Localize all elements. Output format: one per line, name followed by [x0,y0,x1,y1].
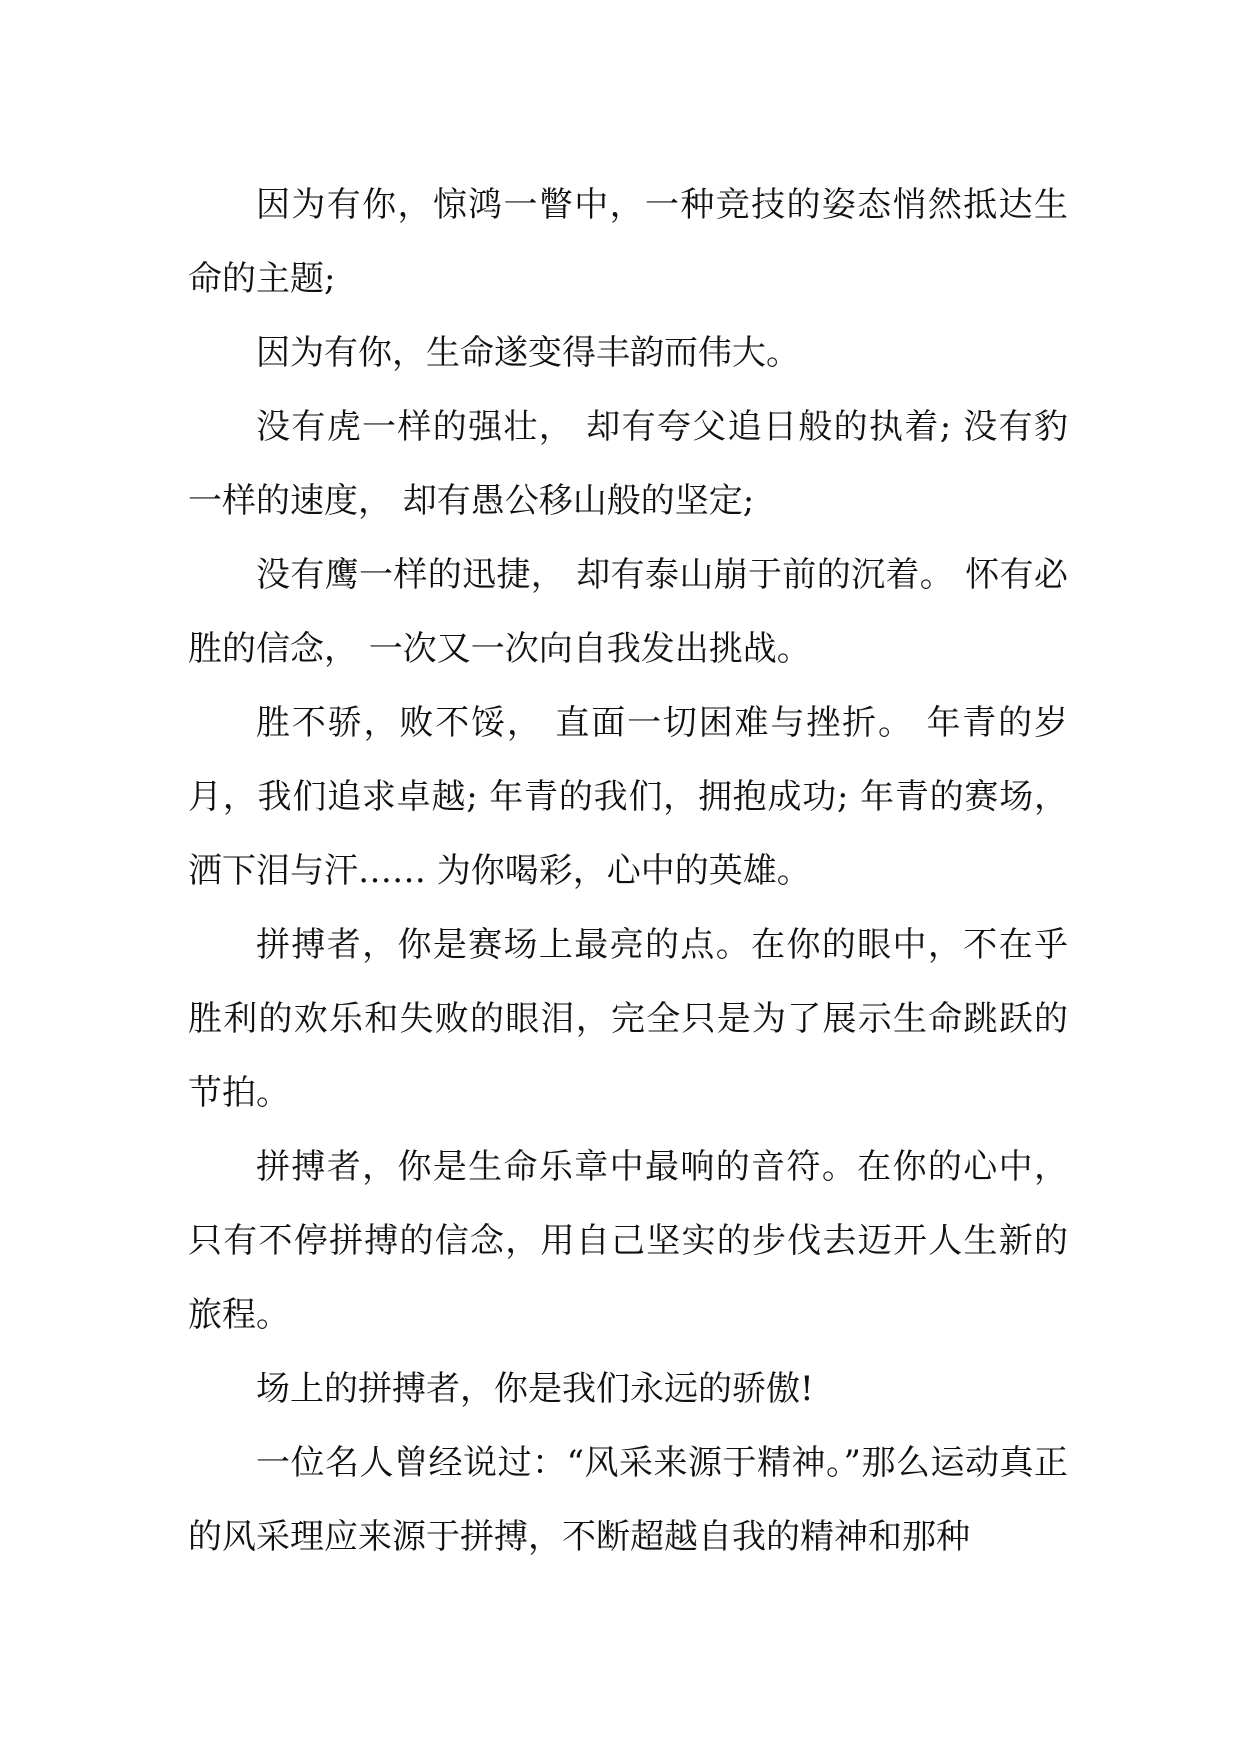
paragraph-5: 胜不骄，败不馁， 直面一切困难与挫折。 年青的岁月，我们追求卓越; 年青的我们，拥抱成功; 年青的赛场，洒下泪与汗…… 为你喝彩，心中的英雄。 [188,703,1068,891]
paragraph-7: 拼搏者，你是生命乐章中最响的音符。在你的心中，只有不停拼搏的信念，用自己坚实的步伐去迈开人生新的旅程。 [188,1147,1068,1335]
paragraph-4: 没有鹰一样的迅捷， 却有泰山崩于前的沉着。 怀有必胜的信念， 一次又一次向自我发出挑战。 [188,555,1068,669]
paragraph-1: 因为有你，惊鸿一瞥中，一种竞技的姿态悄然抵达生命的主题; [188,185,1068,299]
paragraph-2: 因为有你，生命遂变得丰韵而伟大。 [256,333,800,373]
paragraph-3: 没有虎一样的强壮， 却有夸父追日般的执着; 没有豹一样的速度， 却有愚公移山般的坚定; [188,407,1068,521]
paragraph-8: 场上的拼搏者，你是我们永远的骄傲! [256,1369,814,1409]
essay-body [188,168,1068,1574]
paragraph-9: 一位名人曾经说过：“风采来源于精神。”那么运动真正的风采理应来源于拼搏，不断超越自我的精神和那种 [188,1443,1068,1557]
paragraph-6: 拼搏者，你是赛场上最亮的点。在你的眼中，不在乎胜利的欢乐和失败的眼泪，完全只是为了展示生命跳跃的节拍。 [188,925,1068,1113]
